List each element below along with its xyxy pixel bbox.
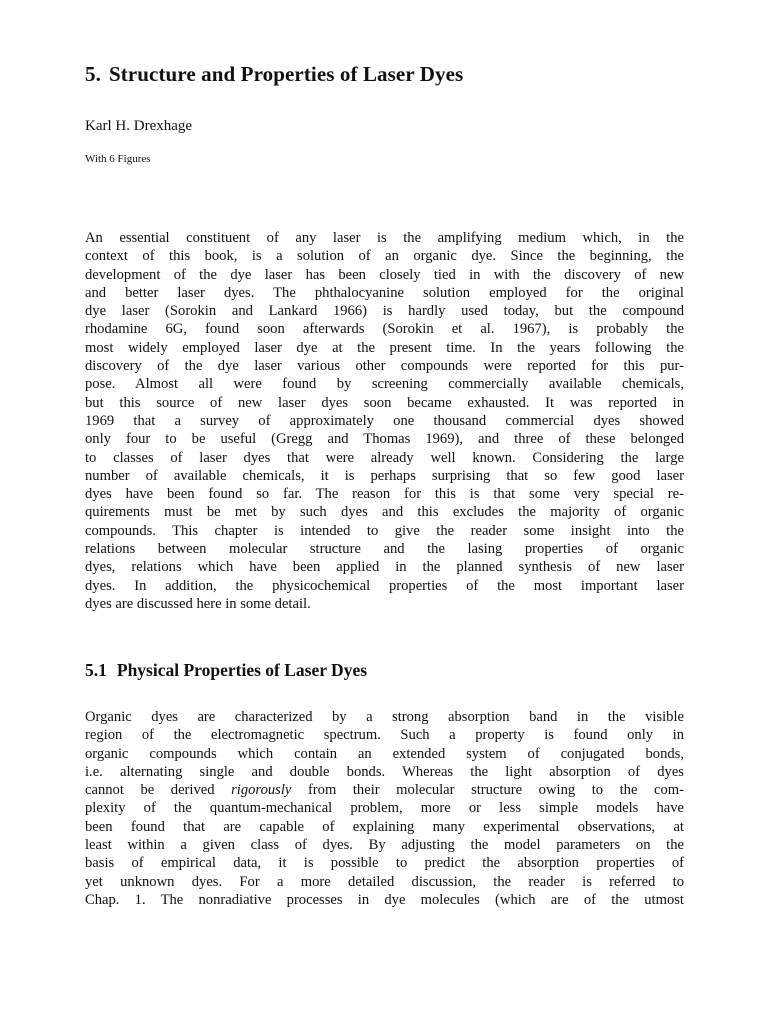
- intro-paragraph: [85, 229, 684, 613]
- text-line: and better laser dyes. The phthalocyanine solution employed for the original: [85, 284, 684, 301]
- emphasized-word: rigorously: [231, 782, 292, 799]
- text-line: rhodamine 6G, found soon afterwards (Sorokin et al. 1967), is probably the: [85, 321, 684, 338]
- chapter-title-text: Structure and Properties of Laser Dyes: [108, 62, 464, 86]
- text-line: 1969 that a survey of approximately one thousand commercial dyes showed: [85, 412, 684, 429]
- text-line: region of the electromagnetic spectrum. Such a property is found only in: [85, 727, 684, 744]
- text-line: basis of empirical data, it is possible to predict the absorption properties of: [85, 855, 684, 872]
- text-line: only four to be useful (Gregg and Thomas 1969), and three of these belonged: [85, 431, 684, 448]
- text-line: dyes are discussed here in some detail.: [85, 595, 311, 612]
- text-line: been found that are capable of explaining many experimental observations, at: [85, 818, 684, 835]
- text-line: Organic dyes are characterized by a strong absorption band in the visible: [85, 709, 684, 725]
- text-line: compounds. This chapter is intended to give the reader some insight into the: [85, 522, 684, 539]
- text-line: i.e. alternating single and double bonds. Whereas the light absorption of dyes: [85, 763, 684, 780]
- figures-note: With 6 Figures: [85, 153, 151, 165]
- text-line: context of this book, is a solution of an organic dye. Since the beginning, the: [85, 248, 684, 265]
- text-line: pose. Almost all were found by screening commercially available chemicals,: [85, 376, 684, 393]
- author-name: Karl H. Drexhage: [85, 118, 193, 134]
- text-line: yet unknown dyes. For a more detailed discussion, the reader is referred to: [85, 873, 684, 890]
- chapter-number: 5.: [85, 62, 101, 86]
- text-line: dyes have been found so far. The reason for this is that some very special re-: [85, 486, 684, 503]
- text-line: dyes, relations which have been applied in the planned synthesis of new laser: [85, 559, 684, 576]
- section-number: 5.1: [85, 660, 107, 680]
- text-line: Chap. 1. The nonradiative processes in dye molecules (which are of the utmost: [85, 891, 684, 908]
- text-line: least within a given class of dyes. By adjusting the model parameters on the: [85, 837, 684, 854]
- text-line: dye laser (Sorokin and Lankard 1966) is hardly used today, but the compound: [85, 303, 684, 320]
- section-title-text: Physical Properties of Laser Dyes: [116, 660, 368, 680]
- text-line: An essential constituent of any laser is the amplifying medium which, in the: [85, 230, 684, 246]
- text-line: most widely employed laser dye at the present time. In the years following the: [85, 339, 684, 356]
- chapter-title: [85, 62, 463, 87]
- text-line: but this source of new laser dyes soon became exhausted. It was reported in: [85, 394, 684, 411]
- section-paragraph: [85, 708, 684, 909]
- text-line: dyes. In addition, the physicochemical properties of the most important laser: [85, 577, 684, 594]
- text-line-with-emphasis: [85, 781, 684, 799]
- text-segment: from their molecular structure owing to the com-: [291, 782, 684, 799]
- text-line: discovery of the dye laser various other compounds were reported for this pur-: [85, 358, 684, 375]
- text-line: plexity of the quantum-mechanical problem, more or less simple models have: [85, 800, 684, 817]
- text-line: quirements must be met by such dyes and this excludes the majority of organic: [85, 504, 684, 521]
- text-segment: cannot be derived: [85, 782, 232, 799]
- text-line: to classes of laser dyes that were already well known. Considering the large: [85, 449, 684, 466]
- text-line: number of available chemicals, it is perhaps surprising that so few good laser: [85, 467, 684, 484]
- text-line: organic compounds which contain an extended system of conjugated bonds,: [85, 745, 684, 762]
- section-heading: [85, 660, 367, 681]
- text-line: development of the dye laser has been closely tied in with the discovery of new: [85, 266, 684, 283]
- text-line: relations between molecular structure and the lasing properties of organic: [85, 541, 684, 558]
